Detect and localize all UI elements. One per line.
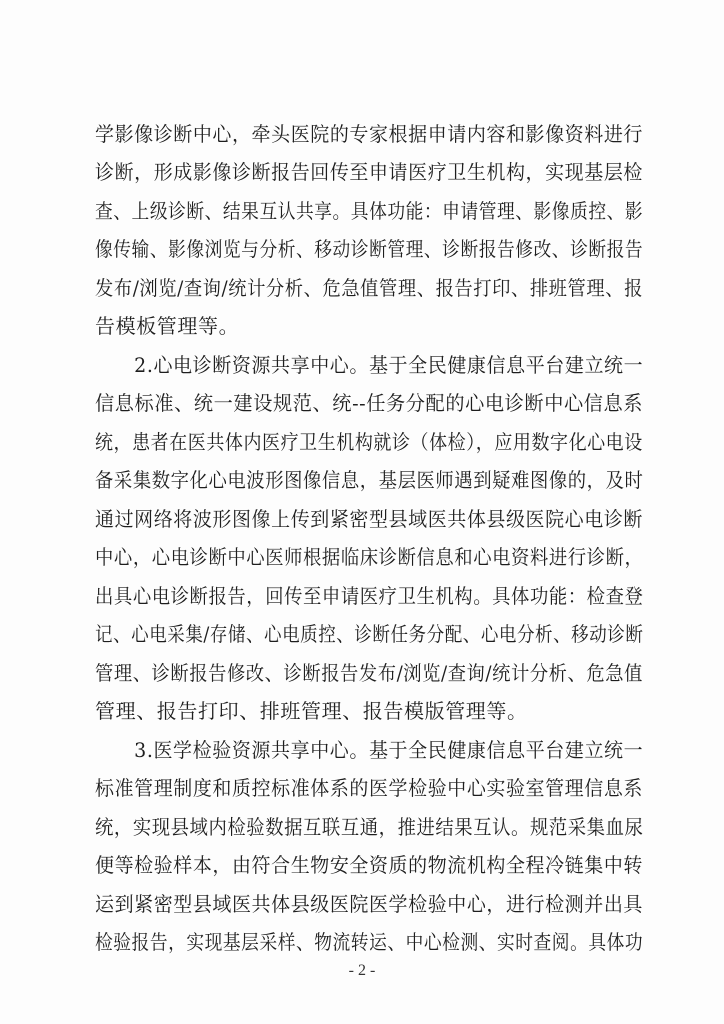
text-line: 运到紧密型县域医共体县级医院医学检验中心，进行检测并出具 bbox=[95, 892, 643, 916]
text-line: 像传输、影像浏览与分析、移动诊断管理、诊断报告修改、诊断报告 bbox=[95, 237, 644, 261]
text-line: 标准管理制度和质控标准体系的医学检验中心实验室管理信息系 bbox=[95, 776, 643, 800]
text-line: 统，患者在医共体内医疗卫生机构就诊（体检），应用数字化心电设 bbox=[95, 430, 643, 454]
text-line: 记、心电采集/存储、心电质控、诊断任务分配、心电分析、移动诊断 bbox=[95, 622, 644, 646]
text-line: 检验报告，实现基层采样、物流转运、中心检测、实时查阅。具体功 bbox=[95, 930, 644, 954]
text-line: 管理、诊断报告修改、诊断报告发布/浏览/查询/统计分析、危急值 bbox=[95, 661, 643, 685]
text-line: 信息标准、统一建设规范、统--任务分配的心电诊断中心信息系 bbox=[95, 391, 644, 415]
text-line: 管理、报告打印、排班管理、报告模版管理等。 bbox=[95, 699, 528, 723]
text-line: 备采集数字化心电波形图像信息，基层医师遇到疑难图像的，及时 bbox=[95, 468, 644, 492]
text-line: 中心，心电诊断中心医师根据临床诊断信息和心电资料进行诊断， bbox=[95, 545, 644, 569]
text-line: 3.医学检验资源共享中心。基于全民健康信息平台建立统一 bbox=[95, 738, 644, 762]
text-line: 统，实现县域内检验数据互联互通，推进结果互认。规范采集血尿 bbox=[95, 815, 644, 839]
text-line: 学影像诊断中心，牵头医院的专家根据申请内容和影像资料进行 bbox=[95, 122, 643, 146]
text-line: 查、上级诊断、结果互认共享。具体功能：申请管理、影像质控、影 bbox=[95, 199, 644, 223]
text-line: 通过网络将波形图像上传到紧密型县域医共体县级医院心电诊断 bbox=[95, 507, 643, 531]
text-line: 告模板管理等。 bbox=[95, 314, 240, 338]
text-line: 便等检验样本，由符合生物安全资质的物流机构全程冷链集中转 bbox=[95, 853, 643, 877]
page-number: - 2 - bbox=[348, 962, 376, 979]
text-line: 诊断，形成影像诊断报告回传至申请医疗卫生机构，实现基层检 bbox=[95, 160, 643, 184]
text-line: 出具心电诊断报告，回传至申请医疗卫生机构。具体功能：检查登 bbox=[95, 584, 644, 608]
text-line: 发布/浏览/查询/统计分析、危急值管理、报告打印、排班管理、报 bbox=[95, 276, 643, 300]
text-line: 2.心电诊断资源共享中心。基于全民健康信息平台建立统一 bbox=[95, 353, 644, 377]
